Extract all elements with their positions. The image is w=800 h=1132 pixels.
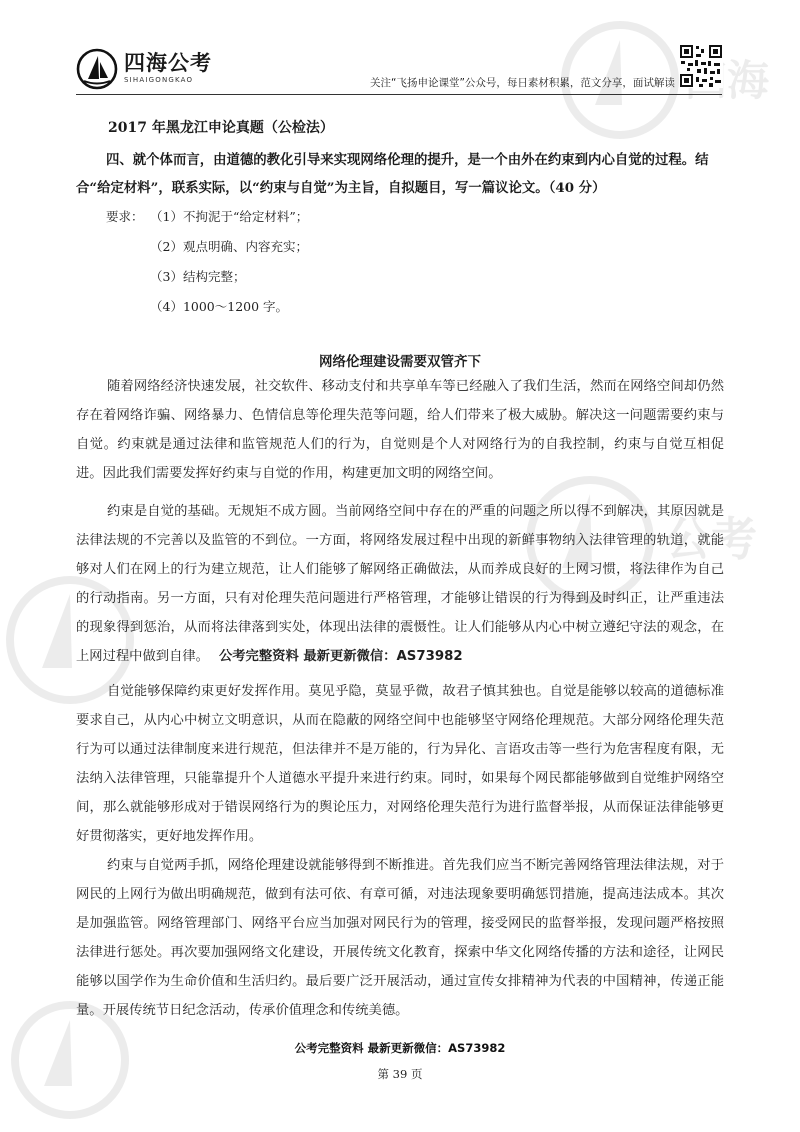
essay-paragraph-text: 约束是自觉的基础。无规矩不成方圆。当前网络空间中存在的严重的问题之所以得不到解决，其原因就是法律法规的不完善以及监管的不到位。一方面，将网络发展过程中出现的新鲜事物纳入法律管理的轨道，就能够对人们在网上的行为建立规范，让人们能够了解网络正确做法，从而养成良好的上网习惯，将法律作为自己的行动指南。另一方面，只有对伦理失范问题进行严格管理，才能够让错误的行为得到及时纠正，让严重违法的现象得到惩治，从而将法律落到实处，体现出法律的震慑性。让人们能够从内心中树立遵纪守法的观念，在上网过程中做到自律。 [76,504,724,664]
sail-logo-icon [76,48,118,90]
prompt-body: 四、就个体而言，由道德的教化引导来实现网络伦理的提升，是一个由外在约束到内心自觉的过程。结合“给定材料”，联系实际，以“约束与自觉”为主旨，自拟题目，写一篇议论文。（40 分） [76,152,709,196]
brand-name: 四海公考 [124,51,212,75]
prompt-title: 2017 年黑龙江申论真题（公检法） [108,120,334,136]
essay-paragraph: 随着网络经济快速发展，社交软件、移动支付和共享单车等已经融入了我们生活，然而在网络空间却仍然存在着网络诈骗、网络暴力、色情信息等伦理失范等问题，给人们带来了极大威胁。解决这一问题需要约束与自觉。约束就是通过法律和监管规范人们的行为，自觉则是个人对网络行为的自我控制，约束与自觉互相促进。因此我们需要发挥好约束与自觉的作用，构建更加文明的网络空间。 [76,379,724,481]
svg-text:公考: 公考 [665,512,757,566]
brand-subtitle: SIHAIGONGKAO [124,76,194,84]
page-number: 第 39 页 [377,1067,423,1081]
header-note: 关注“飞扬申论课堂”公众号，每日素材积累，范文分享，面试解读 [370,77,675,89]
essay-paragraph: 自觉能够保障约束更好发挥作用。莫见乎隐，莫显乎微，故君子慎其独也。自觉是能够以较高的道德标准要求自己，从内心中树立文明意识，从而在隐蔽的网络空间中也能够坚守网络伦理规范。大部分网络伦理失范行为可以通过法律制度来进行规范，但法律并不是万能的，行为异化、言语攻击等一些行为危害程度有限，无法纳入法律管理，只能靠提升个人道德水平提升来进行约束。同时，如果每个网民都能够做到自觉维护网络空间，那么就能够形成对于错误网络行为的舆论压力，对网络伦理失范行为进行监督举报，从而保证法律能够更好贯彻落实，更好地发挥作用。 [76,684,724,844]
qr-code-icon[interactable] [679,44,723,88]
essay-title: 网络伦理建设需要双管齐下 [319,354,481,370]
requirement-item: （4）1000～1200 字。 [150,299,289,314]
requirement-item: （2）观点明确、内容充实； [150,239,308,254]
essay-paragraph: 约束与自觉两手抓，网络伦理建设就能够得到不断推进。首先我们应当不断完善网络管理法律法规，对于网民的上网行为做出明确规范，做到有法可依、有章可循，对违法现象要明确惩罚措施，提高违法成本。其次是加强监管。网络管理部门、网络平台应当加强对网民行为的管理，接受网民的监督举报，发现问题严格按照法律进行惩处。再次要加强网络文化建设，开展传统文化教育，探索中华文化网络传播的方法和途径，让网民能够以国学作为生命价值和生活归约。最后要广泛开展活动，通过宣传女排精神为代表的中国精神，传递正能量。开展传统节日纪念活动，传承价值理念和传统美德。 [76,858,724,1018]
svg-text:四海: 四海 [685,56,770,105]
essay-paragraph [76,497,724,671]
requirements-label: 要求： [106,209,144,224]
footer-ad: 公考完整资料 最新更新微信：AS73982 [294,1041,506,1055]
brand-logo [76,48,212,90]
header-divider [76,94,722,95]
requirement-item: （3）结构完整； [150,269,246,284]
inline-ad: 公考完整资料 最新更新微信：AS73982 [218,649,463,664]
requirement-item: （1）不拘泥于“给定材料”； [150,209,309,224]
